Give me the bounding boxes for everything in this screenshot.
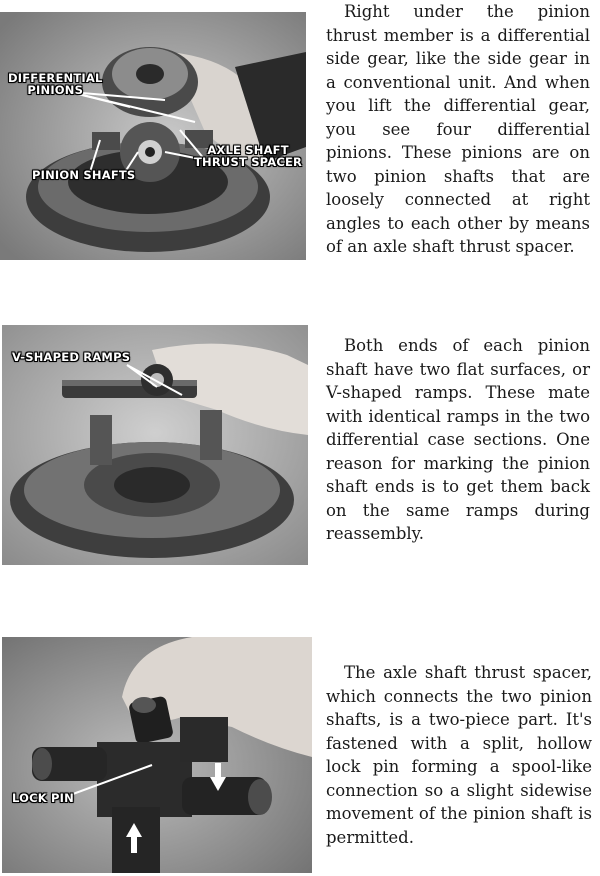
photo-differential-pinions (0, 12, 306, 260)
caption-section-3: The axle shaft thrust spacer, which connects the two pinion shafts, is a two-piece part. It's fastened with a split, hollow lock pin forming a spool-like connection so a slight sidewise movement of the pinion shaft is permitted. (326, 663, 592, 847)
photo-v-shaped-ramps (2, 325, 308, 565)
label-axle-shaft-thrust-spacer (194, 144, 302, 168)
label-v-shaped-ramps: V-SHAPED RAMPS (12, 350, 131, 364)
caption-section-2: Both ends of each pinion shaft have two flat surfaces, or V-shaped ramps. These mate with identical ramps in the two differential case sections. One reason for marking the pinion shaft ends is to get them back on the same ramps during reassembly. (326, 336, 590, 543)
label-axle-shaft-line1: AXLE SHAFT (207, 143, 289, 157)
label-differential-pinions (8, 72, 102, 96)
caption-section-1: Right under the pinion thrust member is a differential side gear, like the side gear in a conventional unit. And when you lift the differential gear, you see four differential pinions. These pinions are on two pinion shafts that are loosely connected at right angles to each other by means of an axle shaft thrust spacer. (326, 2, 590, 256)
label-thrust-spacer-line2: THRUST SPACER (194, 155, 303, 169)
label-differential-line1: DIFFERENTIAL (8, 71, 103, 85)
label-lock-pin: LOCK PIN (12, 791, 74, 805)
label-pinions-line2: PINIONS (27, 83, 84, 97)
photo-lock-pin (2, 637, 312, 873)
label-pinion-shafts: PINION SHAFTS (32, 168, 136, 182)
